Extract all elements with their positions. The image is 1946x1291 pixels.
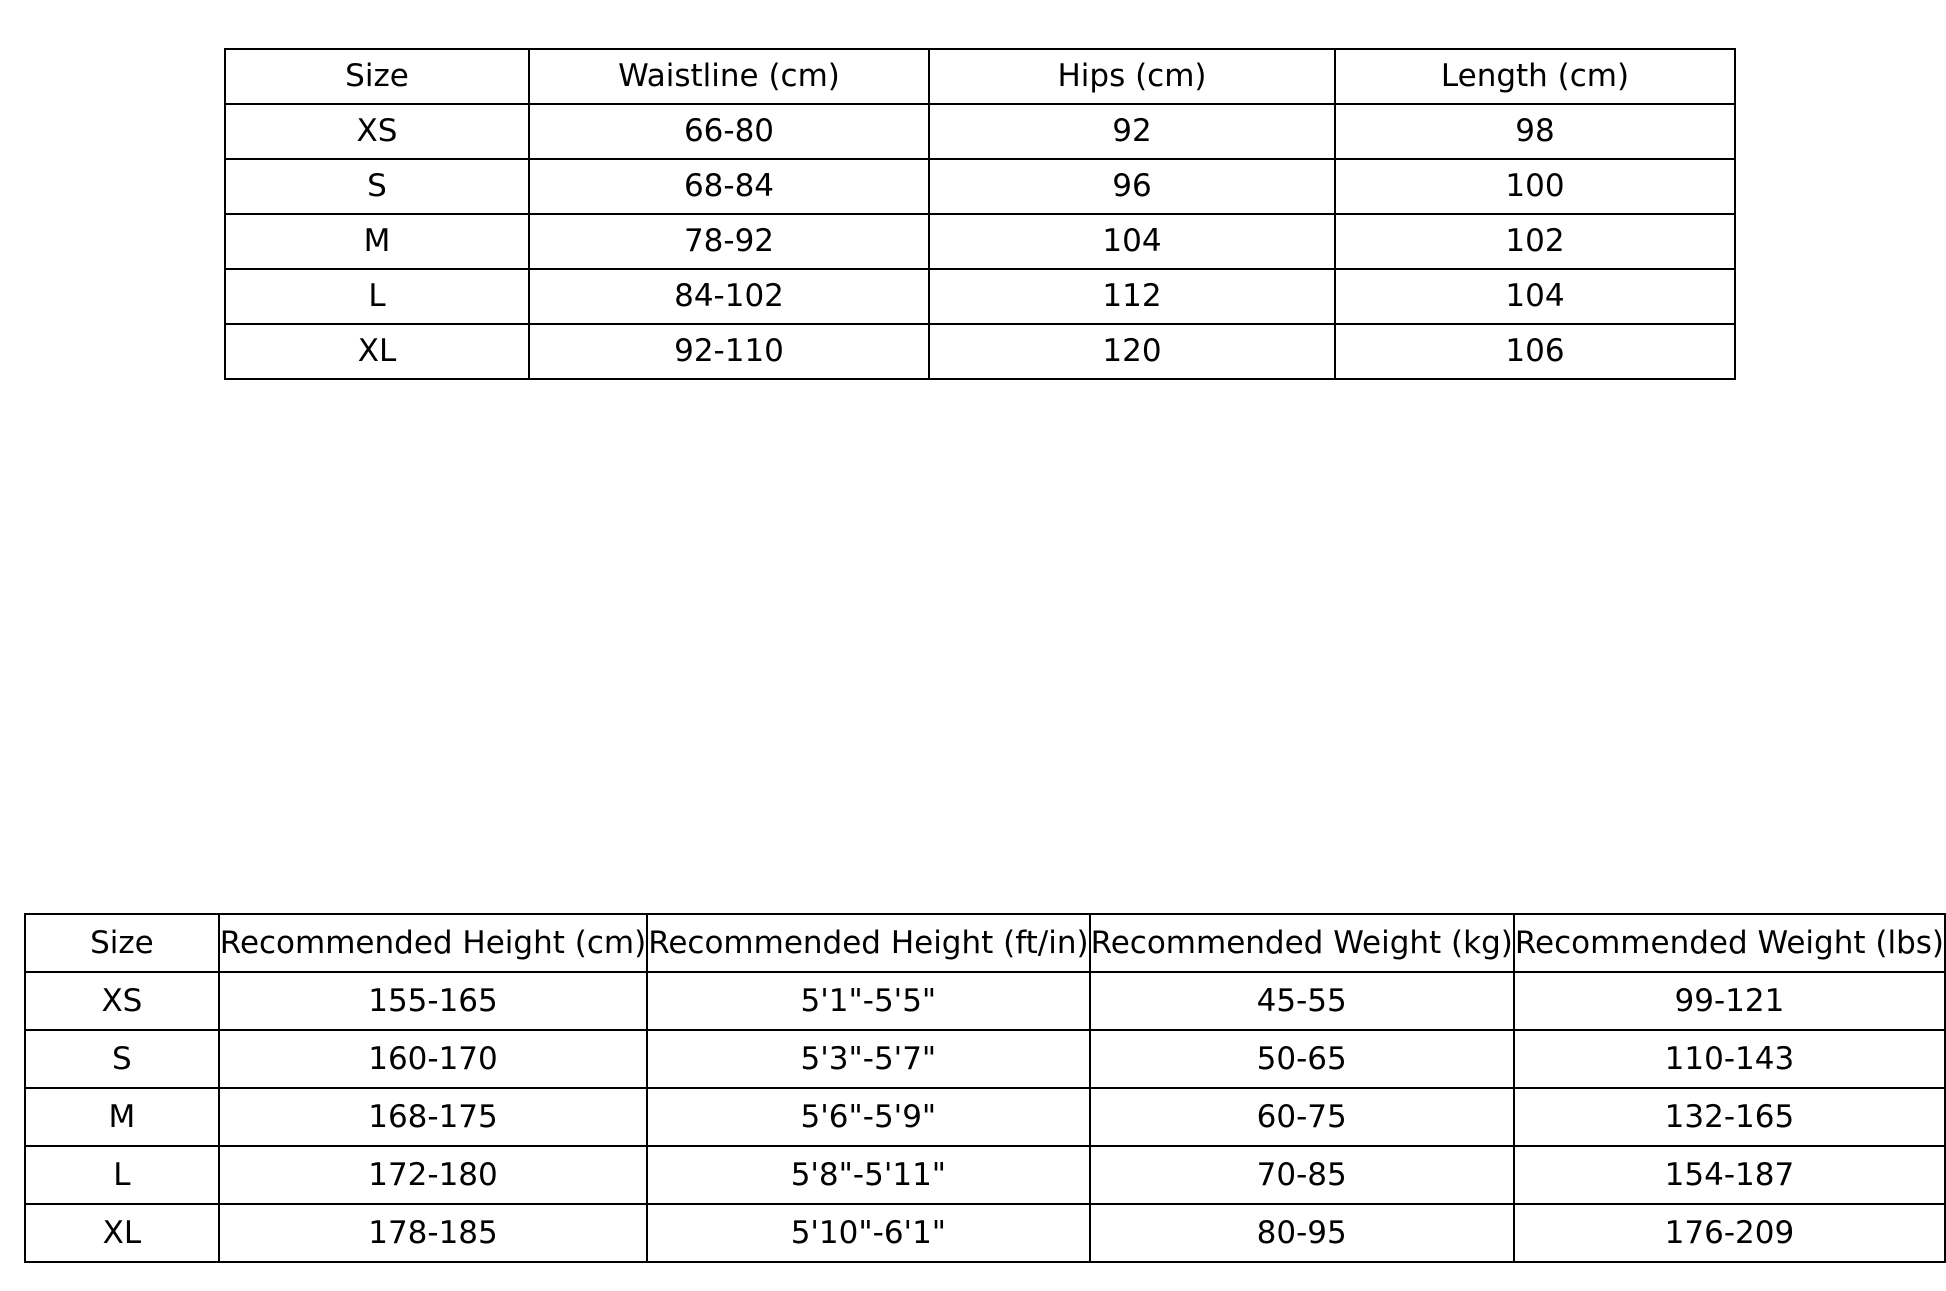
cell-weight-lbs: 154-187 <box>1514 1146 1945 1204</box>
column-header-size: Size <box>225 49 529 104</box>
table-row <box>25 1030 1945 1088</box>
cell-length: 104 <box>1335 269 1735 324</box>
cell-size: L <box>25 1146 219 1204</box>
cell-weight-kg: 60-75 <box>1090 1088 1514 1146</box>
table-row <box>25 1088 1945 1146</box>
column-header-recommended-height-ftin-label: Recommended Height (ft/in) <box>648 925 1089 961</box>
cell-waistline: 84-102 <box>529 269 929 324</box>
cell-waistline: 68-84 <box>529 159 929 214</box>
cell-hips: 112 <box>929 269 1335 324</box>
table-row <box>25 1146 1945 1204</box>
cell-length: 100 <box>1335 159 1735 214</box>
cell-height-ftin: 5'6"-5'9" <box>647 1088 1089 1146</box>
table-row <box>225 104 1735 159</box>
cell-size: XL <box>225 324 529 379</box>
cell-size: XS <box>225 104 529 159</box>
column-header-recommended-weight-kg <box>1090 914 1514 972</box>
cell-height-ftin: 5'8"-5'11" <box>647 1146 1089 1204</box>
column-header-recommended-weight-kg-label: Recommended Weight (kg) <box>1090 925 1513 961</box>
column-header-length: Length (cm) <box>1335 49 1735 104</box>
garment-measurements-table <box>224 48 1736 380</box>
column-header-recommended-height-ftin <box>647 914 1089 972</box>
cell-hips: 120 <box>929 324 1335 379</box>
cell-length: 106 <box>1335 324 1735 379</box>
cell-weight-kg: 70-85 <box>1090 1146 1514 1204</box>
cell-hips: 96 <box>929 159 1335 214</box>
cell-height-cm: 178-185 <box>219 1204 647 1262</box>
cell-waistline: 92-110 <box>529 324 929 379</box>
cell-size: L <box>225 269 529 324</box>
cell-weight-lbs: 110-143 <box>1514 1030 1945 1088</box>
cell-waistline: 78-92 <box>529 214 929 269</box>
cell-size: S <box>25 1030 219 1088</box>
cell-weight-lbs: 176-209 <box>1514 1204 1945 1262</box>
cell-hips: 104 <box>929 214 1335 269</box>
cell-weight-lbs: 132-165 <box>1514 1088 1945 1146</box>
cell-height-cm: 155-165 <box>219 972 647 1030</box>
cell-size: M <box>25 1088 219 1146</box>
recommended-body-size-table <box>24 913 1946 1263</box>
cell-height-ftin: 5'10"-6'1" <box>647 1204 1089 1262</box>
column-header-recommended-height-cm-label: Recommended Height (cm) <box>219 925 647 961</box>
table-row <box>25 972 1945 1030</box>
cell-height-cm: 172-180 <box>219 1146 647 1204</box>
column-header-size <box>25 914 219 972</box>
table-row <box>25 1204 1945 1262</box>
table-row <box>225 269 1735 324</box>
cell-height-ftin: 5'1"-5'5" <box>647 972 1089 1030</box>
cell-size: XL <box>25 1204 219 1262</box>
table-row <box>225 324 1735 379</box>
cell-height-cm: 160-170 <box>219 1030 647 1088</box>
cell-size: XS <box>25 972 219 1030</box>
garment-measurements-table-container <box>224 48 1736 380</box>
cell-length: 98 <box>1335 104 1735 159</box>
cell-weight-kg: 45-55 <box>1090 972 1514 1030</box>
table-header-row <box>25 914 1945 972</box>
cell-size: S <box>225 159 529 214</box>
column-header-recommended-weight-lbs <box>1514 914 1945 972</box>
column-header-recommended-weight-lbs-label: Recommended Weight (lbs) <box>1514 925 1944 961</box>
table-row <box>225 159 1735 214</box>
cell-hips: 92 <box>929 104 1335 159</box>
cell-weight-kg: 50-65 <box>1090 1030 1514 1088</box>
cell-height-ftin: 5'3"-5'7" <box>647 1030 1089 1088</box>
cell-size: M <box>225 214 529 269</box>
column-header-recommended-height-cm <box>219 914 647 972</box>
recommended-body-size-table-container <box>24 913 1946 1263</box>
column-header-size-label: Size <box>90 925 154 961</box>
cell-waistline: 66-80 <box>529 104 929 159</box>
column-header-waistline: Waistline (cm) <box>529 49 929 104</box>
cell-weight-kg: 80-95 <box>1090 1204 1514 1262</box>
cell-height-cm: 168-175 <box>219 1088 647 1146</box>
column-header-hips: Hips (cm) <box>929 49 1335 104</box>
table-row <box>225 214 1735 269</box>
cell-length: 102 <box>1335 214 1735 269</box>
cell-weight-lbs: 99-121 <box>1514 972 1945 1030</box>
table-header-row <box>225 49 1735 104</box>
